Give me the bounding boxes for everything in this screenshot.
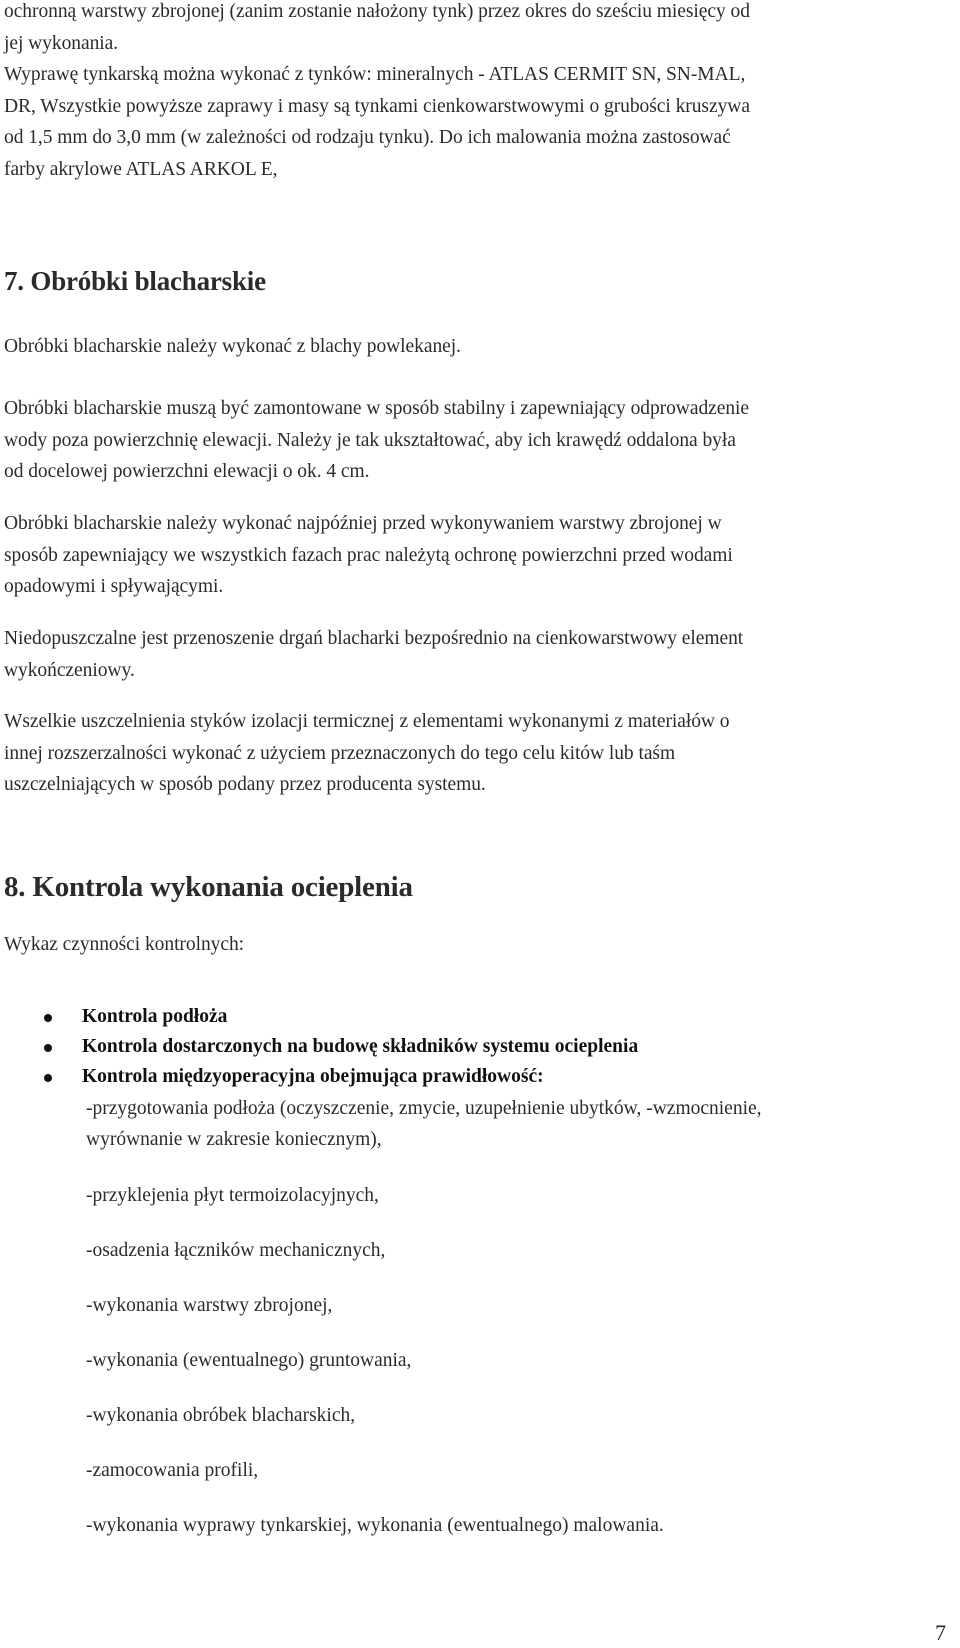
paragraph-line: wody poza powierzchnię elewacji. Należy je tak ukształtować, aby ich krawędź oddalona była	[4, 429, 736, 451]
paragraph-line: Obróbki blacharskie należy wykonać najpóźniej przed wykonywaniem warstwy zbrojonej w	[4, 513, 722, 534]
section-7-paragraph-3	[4, 508, 733, 603]
paragraph-line: jej wykonania.	[4, 32, 119, 54]
paragraph-line: od 1,5 mm do 3,0 mm (w zależności od rodzaju tynku). Do ich malowania można zastosować	[4, 127, 731, 148]
paragraph-line: innej rozszerzalności wykonać z użyciem przeznaczonych do tego celu kitów lub taśm	[4, 742, 676, 764]
section-7-heading: 7. Obróbki blacharskie	[4, 266, 266, 296]
sub-item: -wykonania warstwy zbrojonej,	[86, 1295, 333, 1316]
section-8-heading: 8. Kontrola wykonania ocieplenia	[4, 871, 413, 903]
paragraph-line: DR, Wszystkie powyższe zaprawy i masy są tynkami cienkowarstwowymi o grubości kruszywa	[4, 95, 750, 117]
section-7-paragraph-1: Obróbki blacharskie należy wykonać z blachy powlekanej.	[4, 336, 461, 357]
paragraph-line: farby akrylowe ATLAS ARKOL E,	[4, 158, 278, 180]
list-item	[4, 1062, 944, 1092]
paragraph-line: Wyprawę tynkarską można wykonać z tynków: mineralnych - ATLAS CERMIT SN, SN-MAL,	[4, 64, 746, 85]
bullet-icon	[44, 1074, 52, 1082]
list-item	[4, 1032, 944, 1062]
list-item-label: Kontrola podłoża	[82, 1006, 228, 1027]
paragraph-line: od docelowej powierzchni elewacji o ok. 4 cm.	[4, 461, 370, 482]
sub-item: -przyklejenia płyt termoizolacyjnych,	[86, 1185, 379, 1206]
sub-item: -zamocowania profili,	[86, 1460, 259, 1481]
sub-item: -wykonania obróbek blacharskich,	[86, 1405, 356, 1426]
paragraph-line: Obróbki blacharskie muszą być zamontowane w sposób stabilny i zapewniający odprowadzenie	[4, 398, 750, 419]
bullet-icon	[44, 1014, 52, 1022]
sub-item: -osadzenia łączników mechanicznych,	[86, 1240, 386, 1261]
paragraph-line: wykończeniowy.	[4, 659, 135, 681]
list-item-label: Kontrola dostarczonych na budowę składników systemu ocieplenia	[82, 1036, 639, 1057]
control-bullet-list	[4, 1002, 944, 1092]
paragraph-line: ochronną warstwy zbrojonej (zanim zostanie nałożony tynk) przez okres do sześciu miesięcy od	[4, 1, 750, 22]
section-8-intro: Wykaz czynności kontrolnych:	[4, 934, 245, 955]
bullet-icon	[44, 1044, 52, 1052]
section-7-paragraph-2	[4, 393, 749, 488]
section-7-paragraph-4	[4, 623, 743, 686]
paragraph-line: uszczelniających w sposób podany przez producenta systemu.	[4, 774, 486, 795]
sub-item: -wykonania wyprawy tynkarskiej, wykonania (ewentualnego) malowania.	[86, 1515, 664, 1536]
list-item-label: Kontrola międzyoperacyjna obejmująca prawidłowość:	[82, 1066, 544, 1087]
section-7-paragraph-5	[4, 706, 729, 801]
sub-item: wyrównanie w zakresie koniecznym),	[86, 1129, 382, 1150]
paragraph-line: sposób zapewniający we wszystkich fazach prac należytą ochronę powierzchni przed wodami	[4, 544, 733, 566]
sub-item: -przygotowania podłoża (oczyszczenie, zmycie, uzupełnienie ubytków, -wzmocnienie,	[86, 1098, 762, 1119]
top-paragraph	[4, 0, 750, 185]
list-item	[4, 1002, 944, 1032]
paragraph-line: Wszelkie uszczelnienia styków izolacji termicznej z elementami wykonanymi z materiałów o	[4, 711, 730, 732]
paragraph-line: opadowymi i spływającymi.	[4, 576, 224, 597]
paragraph-line: Niedopuszczalne jest przenoszenie drgań blacharki bezpośrednio na cienkowarstwowy element	[4, 628, 744, 649]
sub-item: -wykonania (ewentualnego) gruntowania,	[86, 1350, 412, 1371]
page-number: 7	[935, 1620, 946, 1645]
